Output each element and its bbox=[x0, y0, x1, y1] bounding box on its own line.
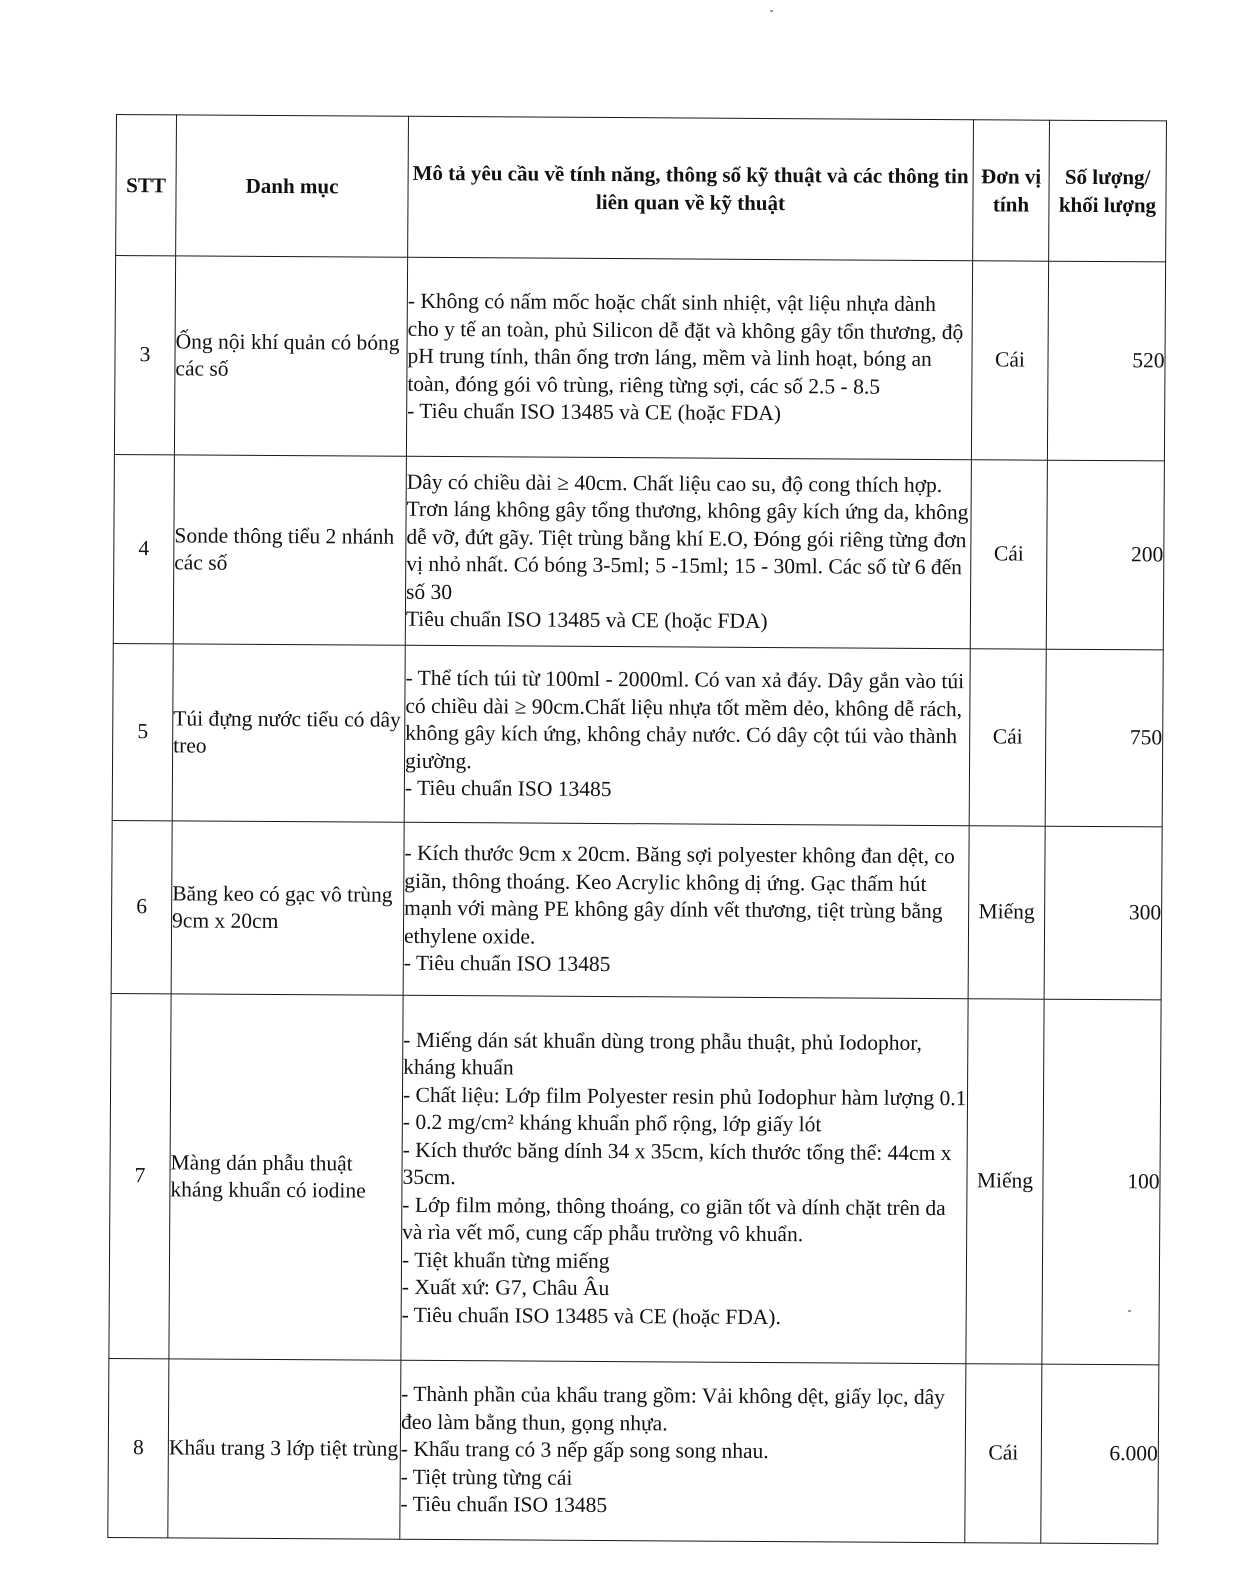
row-description bbox=[406, 257, 972, 459]
row-stt: 6 bbox=[111, 820, 172, 993]
description-line: Tiêu chuẩn ISO 13485 và CE (hoặc FDA) bbox=[405, 606, 768, 633]
description-line: - Tiêu chuẩn ISO 13485 và CE (hoặc FDA). bbox=[401, 1302, 781, 1329]
table-row bbox=[112, 643, 1163, 826]
scan-speck bbox=[770, 10, 773, 12]
description-line: - Không có nấm mốc hoặc chất sinh nhiệt, vật liệu nhựa dành cho y tế an toàn, phủ Silicon dễ đặt và không gây tổn thương, độ pH trung tính, thân ống trơn láng, mềm và linh hoạt, bóng an toàn, đóng gói vô trùng, riêng từng sợi, các số 2.5 - 8.5 bbox=[407, 289, 964, 399]
equipment-spec-table bbox=[107, 114, 1167, 1544]
row-stt: 3 bbox=[114, 256, 175, 455]
description-line: - Khẩu trang có 3 nếp gấp song song nhau. bbox=[400, 1437, 769, 1464]
row-stt: 4 bbox=[113, 454, 174, 643]
description-line: - Xuất xứ: G7, Châu Âu bbox=[401, 1275, 610, 1301]
row-description bbox=[403, 822, 969, 998]
description-line: - Tiêu chuẩn ISO 13485 và CE (hoặc FDA) bbox=[407, 399, 782, 426]
row-quantity: 520 bbox=[1047, 261, 1165, 461]
header-unit: Đơn vị tính bbox=[973, 120, 1050, 261]
row-stt: 5 bbox=[112, 643, 173, 820]
description-line: - Tiệt khuẩn từng miếng bbox=[401, 1247, 610, 1273]
row-item-name: Túi đựng nước tiểu có dây treo bbox=[172, 644, 405, 822]
header-description: Mô tả yêu cầu về tính năng, thông số kỹ thuật và các thông tin liên quan về kỹ thuật bbox=[408, 116, 974, 260]
row-description bbox=[404, 645, 970, 825]
description-line: - Miếng dán sát khuẩn dùng trong phẫu thuật, phủ Iodophor, kháng khuẩn bbox=[403, 1027, 923, 1080]
description-line: - Thể tích túi từ 100ml - 2000ml. Có van xả đáy. Dây gắn vào túi có chiều dài ≥ 90cm.Chất liệu nhựa tốt mềm dẻo, không dễ rách, không gây kích ứng, không chảy nước. Có dây cột túi vào thành giường. bbox=[404, 666, 965, 773]
header-name: Danh mục bbox=[176, 115, 409, 257]
description-line: - Tiêu chuẩn ISO 13485 bbox=[400, 1492, 608, 1518]
table-header-row bbox=[116, 115, 1167, 262]
description-line: - Thành phần của khẩu trang gồm: Vải không dệt, giấy lọc, dây đeo làm bằng thun, gọng nhựa. bbox=[400, 1382, 945, 1436]
row-stt: 8 bbox=[108, 1358, 169, 1537]
table-row bbox=[108, 1358, 1159, 1543]
row-description bbox=[400, 1360, 966, 1542]
row-quantity: 6.000 bbox=[1041, 1364, 1159, 1544]
row-item-name: Sonde thông tiểu 2 nhánh các số bbox=[173, 455, 406, 645]
row-quantity: 200 bbox=[1046, 460, 1164, 650]
table-row bbox=[111, 820, 1162, 999]
row-quantity: 300 bbox=[1044, 826, 1162, 1000]
description-line: - Tiêu chuẩn ISO 13485 bbox=[404, 776, 612, 802]
row-item-name: Ống nội khí quản có bóng các số bbox=[174, 256, 407, 456]
row-item-name: Băng keo có gạc vô trùng 9cm x 20cm bbox=[171, 821, 404, 995]
row-unit: Cái bbox=[970, 460, 1047, 649]
row-unit: Miếng bbox=[966, 999, 1044, 1364]
row-quantity: 100 bbox=[1042, 999, 1161, 1365]
table-row bbox=[113, 454, 1164, 649]
row-unit: Cái bbox=[969, 649, 1046, 826]
header-stt: STT bbox=[116, 115, 177, 256]
table-row bbox=[114, 256, 1165, 461]
description-line: - Lớp film mỏng, thông thoáng, co giãn tốt và dính chặt trên da và rìa vết mổ, cung cấp phẫu trường vô khuẩn. bbox=[402, 1192, 946, 1247]
description-line: - Kích thước băng dính 34 x 35cm, kích thước tổng thể: 44cm x 35cm. bbox=[402, 1137, 952, 1190]
row-item-name: Màng dán phẫu thuật kháng khuẩn có iodine bbox=[169, 994, 403, 1360]
row-item-name: Khẩu trang 3 lớp tiệt trùng bbox=[168, 1359, 401, 1539]
description-line: - Tiệt trùng từng cái bbox=[400, 1464, 573, 1490]
row-quantity: 750 bbox=[1045, 649, 1163, 827]
description-line: - Chất liệu: Lớp film Polyester resin phủ Iodophur hàm lượng 0.1 - 0.2 mg/cm² kháng khuẩn phổ rộng, lớp giấy lót bbox=[402, 1082, 967, 1137]
row-unit: Miếng bbox=[968, 826, 1045, 999]
row-stt: 7 bbox=[109, 993, 171, 1358]
description-line: - Tiêu chuẩn ISO 13485 bbox=[403, 951, 611, 977]
description-line: Dây có chiều dài ≥ 40cm. Chất liệu cao su, độ cong thích hợp. Trơn láng không gây tổng thương, không gây kích ứng da, không dễ vỡ, đứt gãy. Tiệt trùng bằng khí E.O, Đóng gói riêng từng đơn vị nhỏ nhất. Có bóng 3-5ml; 5 -15ml; 15 - 30ml. Các số từ 6 đến số 30 bbox=[406, 469, 969, 604]
header-quantity: Số lượng/ khối lượng bbox=[1049, 120, 1167, 262]
row-description bbox=[405, 456, 971, 648]
row-unit: Cái bbox=[971, 261, 1048, 460]
table-row bbox=[109, 993, 1161, 1364]
row-description bbox=[401, 995, 968, 1363]
description-line: - Kích thước 9cm x 20cm. Băng sợi polyester không đan dệt, co giãn, thông thoáng. Keo Acrylic không dị ứng. Gạc thấm hút mạnh với màng PE không gây dính vết thương, tiệt trùng bằng ethylene oxide. bbox=[403, 841, 955, 949]
row-unit: Cái bbox=[965, 1364, 1042, 1543]
